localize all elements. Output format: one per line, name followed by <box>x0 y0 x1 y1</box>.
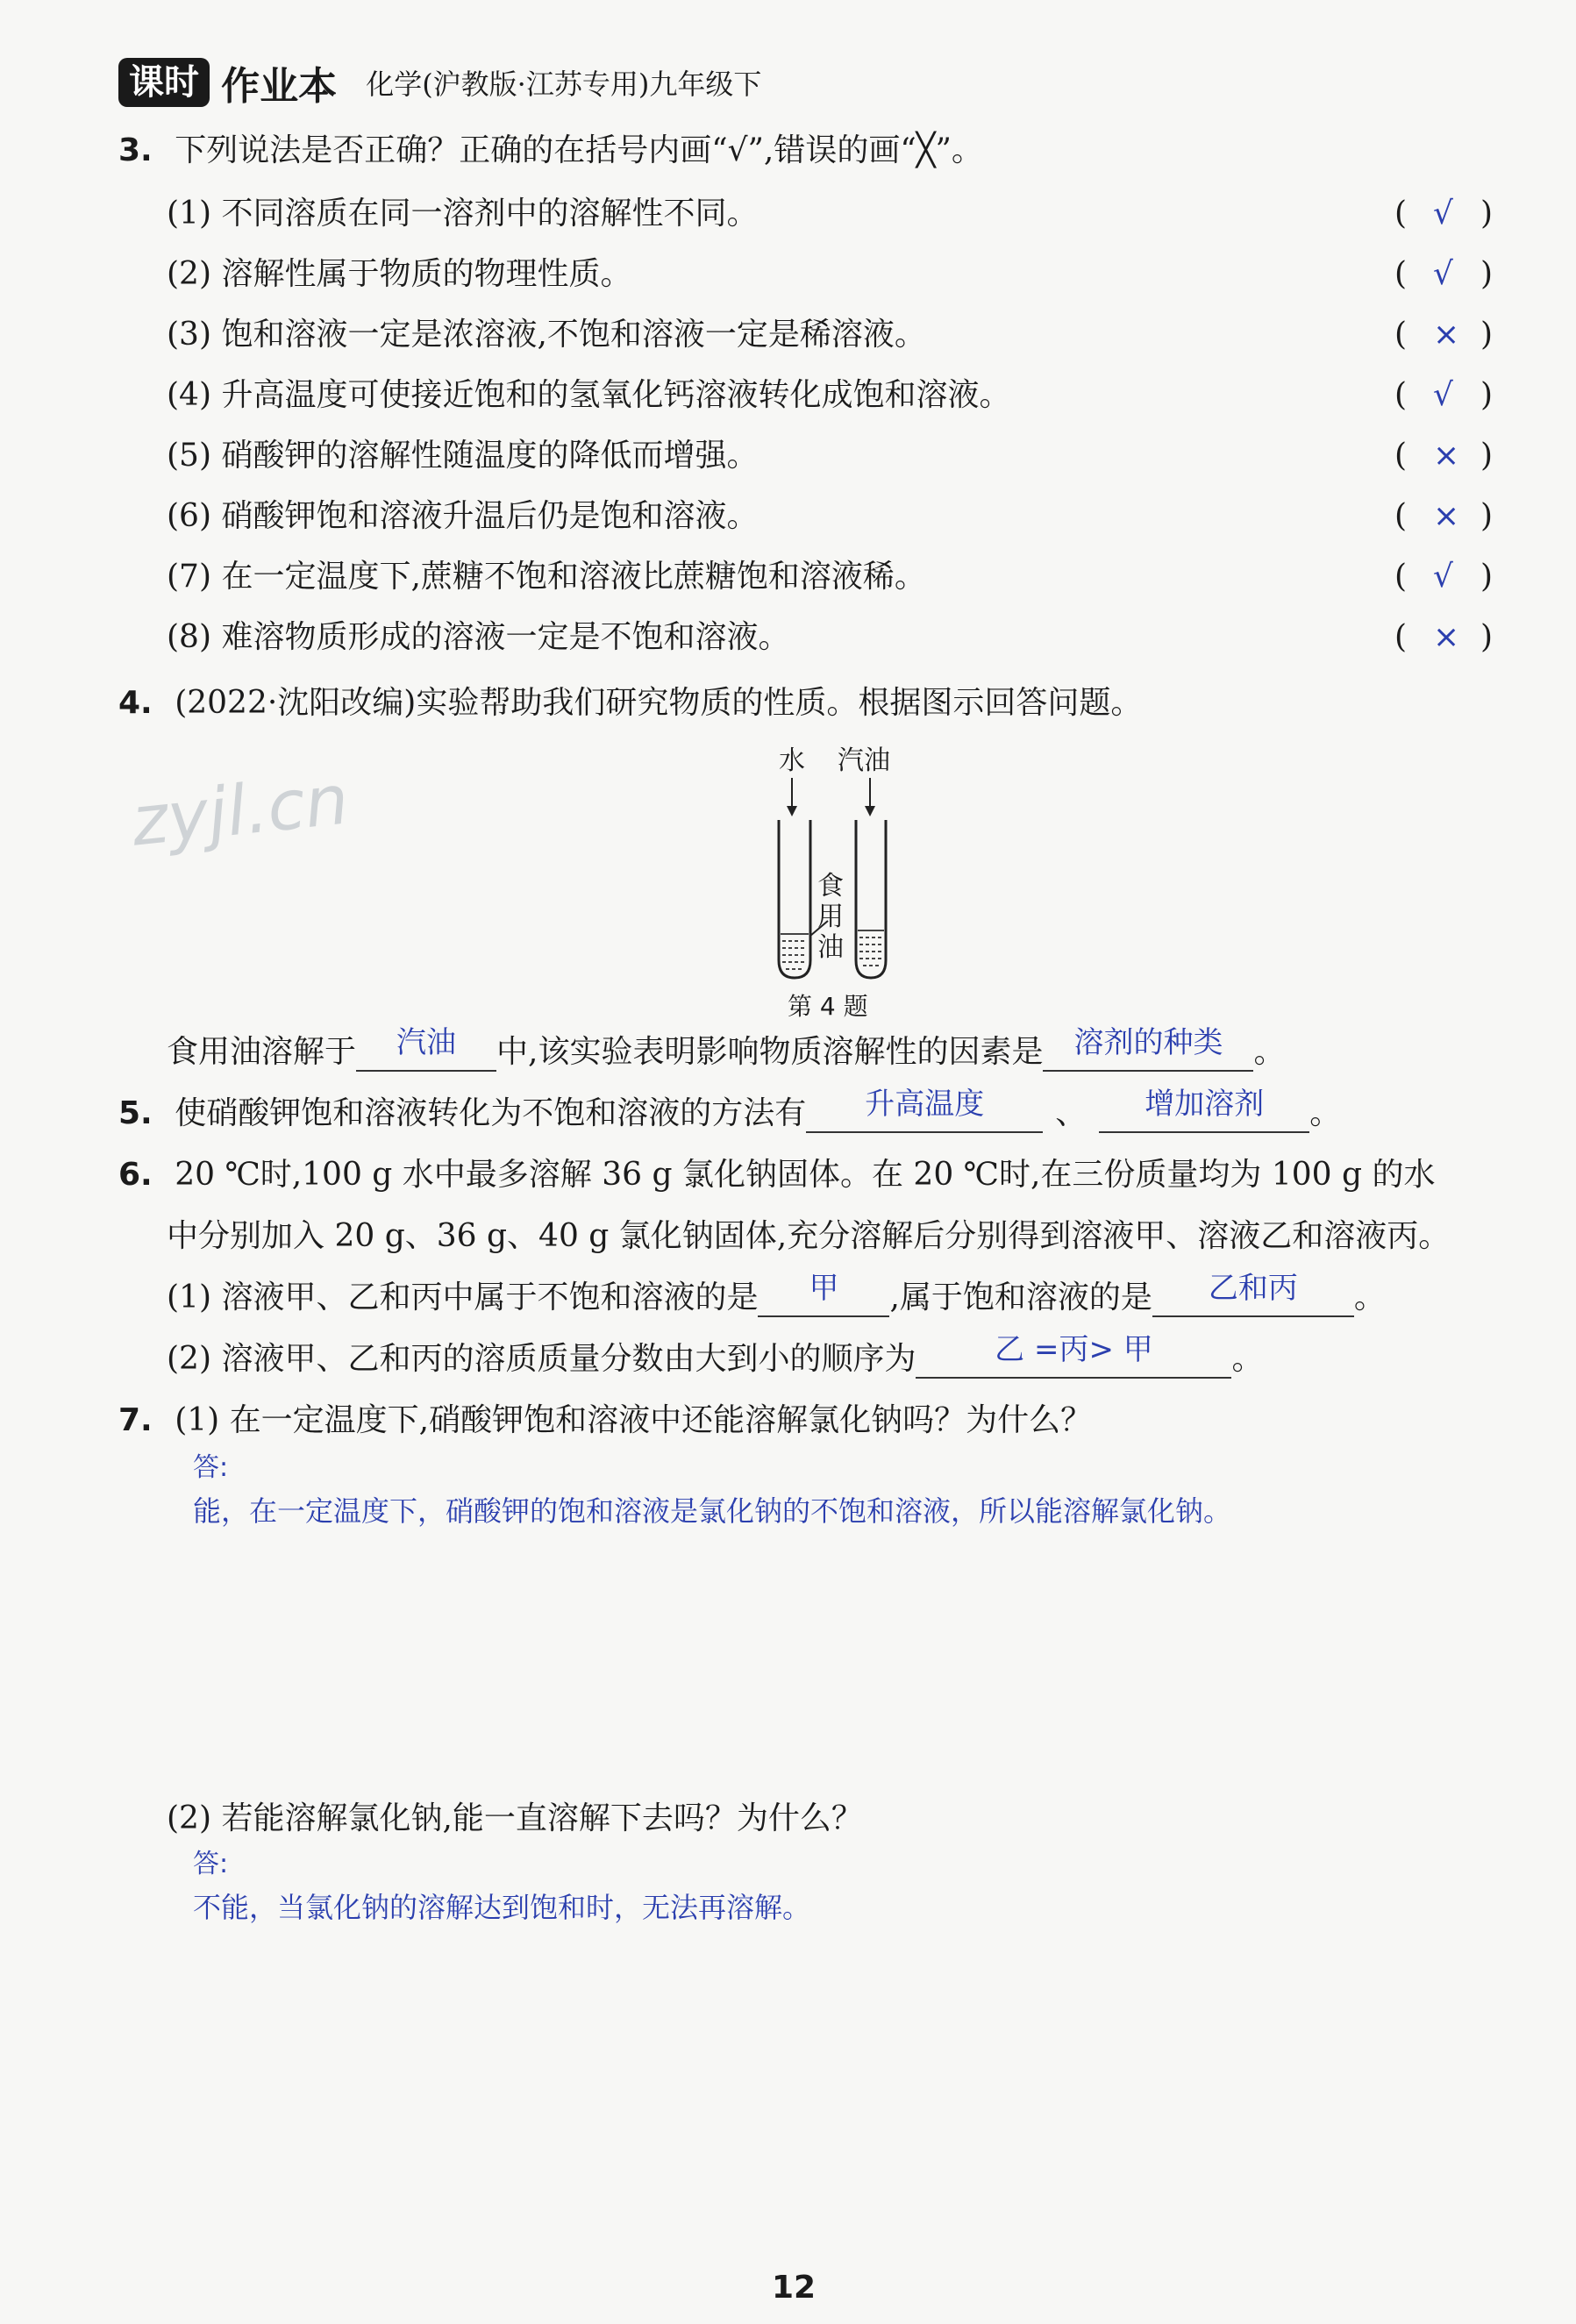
page-number: 12 <box>772 2270 817 2306</box>
q3-item <box>167 376 1010 415</box>
fig-label-gas: 汽油 <box>838 745 890 776</box>
q5-separator: 、 <box>1055 1095 1088 1131</box>
q6-sub1-text-b: ,属于饱和溶液的是 <box>889 1280 1152 1315</box>
q6-sub2-end: 。 <box>1231 1341 1264 1377</box>
paren-close: ) <box>1480 438 1494 474</box>
paren-close: ) <box>1480 377 1494 413</box>
q5-blank2 <box>1099 1087 1309 1133</box>
paren-open: ( <box>1394 256 1408 292</box>
paren-open: ( <box>1394 498 1408 534</box>
q6-sub1-blank1 <box>758 1271 889 1317</box>
q3-mark: √ <box>1433 196 1453 232</box>
q6-line1 <box>118 1156 1435 1194</box>
q3-item <box>167 497 758 536</box>
q4-blank1 <box>356 1025 496 1072</box>
q5-text1: 使硝酸钾饱和溶液转化为不饱和溶液的方法有 <box>175 1095 807 1131</box>
q4-answer1: 汽油 <box>396 1025 457 1060</box>
q6-sub1-answer1: 甲 <box>809 1271 839 1306</box>
paren-open: ( <box>1394 559 1408 595</box>
fig-label-oil-1: 食 <box>817 871 844 902</box>
q3-item-text: (8) 难溶物质形成的溶液一定是不饱和溶液。 <box>167 619 790 655</box>
header <box>118 54 761 110</box>
q7-sub2-text: (2) 若能溶解氯化钠,能一直溶解下去吗？为什么？ <box>167 1800 863 1836</box>
paren-open: ( <box>1394 196 1408 232</box>
header-title: 作业本 <box>221 64 338 109</box>
fig-label-water: 水 <box>779 745 805 776</box>
paren-close: ) <box>1480 498 1494 534</box>
q4-prompt-text: (2022·沈阳改编)实验帮助我们研究物质的性质。根据图示回答问题。 <box>175 685 1143 721</box>
q6-number: 6. <box>118 1157 153 1193</box>
q4-number: 4. <box>118 685 153 721</box>
q4-text2: 中,该实验表明影响物质溶解性的因素是 <box>496 1034 1044 1070</box>
q3-item <box>167 195 758 233</box>
fig-label-oil-3: 油 <box>817 932 844 963</box>
q3-mark: √ <box>1433 377 1453 413</box>
arrow-water-head <box>787 806 797 816</box>
q6-sub2-answer: 乙 =丙> 甲 <box>995 1332 1153 1367</box>
q5-answer1: 升高温度 <box>865 1087 985 1122</box>
paren-open: ( <box>1394 438 1408 474</box>
q7-answer-1: 能，在一定温度下，硝酸钾的饱和溶液是氯化钠的不饱和溶液，所以能溶解氯化钠。 <box>193 1494 1232 1528</box>
q3-item <box>167 255 631 294</box>
q6-sub1-text-a: (1) 溶液甲、乙和丙中属于不饱和溶液的是 <box>167 1280 759 1315</box>
q6-line1-text: 20 ℃时,100 g 水中最多溶解 36 g 氯化钠固体。在 20 ℃时,在三份质量均为 100 g 的水 <box>175 1157 1436 1193</box>
q4-answer2: 溶剂的种类 <box>1073 1025 1223 1060</box>
paren-open: ( <box>1394 619 1408 655</box>
paren-open: ( <box>1394 377 1408 413</box>
q7-sub2 <box>167 1800 863 1838</box>
paren-close: ) <box>1480 196 1494 232</box>
q6-sub1-answer2: 乙和丙 <box>1208 1271 1298 1306</box>
q7-sub1-text: (1) 在一定温度下,硝酸钾饱和溶液中还能溶解氯化钠吗？为什么？ <box>175 1402 1093 1438</box>
tube-right-liquid <box>858 930 884 966</box>
header-subtitle: 化学(沪教版·江苏专用)九年级下 <box>366 68 762 101</box>
q4-figure <box>737 741 912 1030</box>
q4-prompt <box>118 684 1142 723</box>
q5-answer2: 增加溶剂 <box>1145 1087 1265 1122</box>
q3-item-text: (6) 硝酸钾饱和溶液升温后仍是饱和溶液。 <box>167 498 759 534</box>
fig-caption: 第 4 题 <box>788 992 868 1021</box>
q6-sub2 <box>167 1332 1264 1379</box>
q3-item-text: (4) 升高温度可使接近饱和的氢氧化钙溶液转化成饱和溶液。 <box>167 377 1011 413</box>
q6-sub1-end: 。 <box>1353 1280 1386 1315</box>
q7-sub1 <box>118 1401 1092 1440</box>
q3-mark: √ <box>1433 256 1453 292</box>
paren-close: ) <box>1480 619 1494 655</box>
tube-left-liquid <box>781 934 809 969</box>
q7-answer-label-1: 答: <box>193 1452 229 1483</box>
q4-blank2 <box>1043 1025 1253 1072</box>
paren-close: ) <box>1480 559 1494 595</box>
q3-mark: × <box>1433 498 1460 534</box>
q5-line <box>118 1087 1342 1133</box>
q3-number: 3. <box>118 132 153 168</box>
q3-item-text: (2) 溶解性属于物质的物理性质。 <box>167 256 632 292</box>
paren-close: ) <box>1480 317 1494 353</box>
q3-item-text: (1) 不同溶质在同一溶剂中的溶解性不同。 <box>167 196 759 232</box>
q7-answer-label-2: 答: <box>193 1849 229 1879</box>
q3-item-text: (7) 在一定温度下,蔗糖不饱和溶液比蔗糖饱和溶液稀。 <box>167 559 926 595</box>
test-tube-right <box>856 820 886 978</box>
q6-sub2-text: (2) 溶液甲、乙和丙的溶质质量分数由大到小的顺序为 <box>167 1341 916 1377</box>
q3-item-text: (3) 饱和溶液一定是浓溶液,不饱和溶液一定是稀溶液。 <box>167 317 926 353</box>
q6-line2-text: 中分别加入 20 g、36 g、40 g 氯化钠固体,充分溶解后分别得到溶液甲、溶液乙和溶液丙。 <box>167 1218 1451 1254</box>
q3-mark: × <box>1433 619 1460 655</box>
watermark: zyjl.cn <box>127 760 353 862</box>
q3-item <box>167 618 789 657</box>
q4-text1: 食用油溶解于 <box>167 1034 357 1070</box>
q3-item <box>167 316 926 354</box>
q6-sub1-blank2 <box>1152 1271 1354 1317</box>
q5-end: 。 <box>1309 1095 1342 1131</box>
q3-item-text: (5) 硝酸钾的溶解性随温度的降低而增强。 <box>167 438 759 474</box>
q3-prompt-text: 下列说法是否正确？正确的在括号内画“√”,错误的画“╳”。 <box>175 132 983 168</box>
q6-sub2-blank <box>916 1332 1231 1379</box>
q3-item <box>167 558 926 596</box>
arrow-gas-head <box>865 806 875 816</box>
q6-sub1 <box>167 1271 1386 1317</box>
q5-number: 5. <box>118 1095 153 1131</box>
q3-mark: × <box>1433 438 1460 474</box>
header-logo: 课时 <box>118 58 210 107</box>
q4-text3: 。 <box>1253 1034 1286 1070</box>
paren-open: ( <box>1394 317 1408 353</box>
paren-close: ) <box>1480 256 1494 292</box>
q3-prompt <box>118 132 983 170</box>
q5-blank1 <box>806 1087 1043 1133</box>
q3-mark: × <box>1433 317 1460 353</box>
q7-number: 7. <box>118 1402 153 1438</box>
q4-answer-line <box>167 1025 1286 1072</box>
q6-line2 <box>167 1217 1450 1256</box>
fig-label-oil-2: 用 <box>817 902 844 932</box>
q7-answer-2: 不能，当氯化钠的溶解达到饱和时，无法再溶解。 <box>193 1891 811 1924</box>
q3-item <box>167 437 758 475</box>
q3-mark: √ <box>1433 559 1453 595</box>
